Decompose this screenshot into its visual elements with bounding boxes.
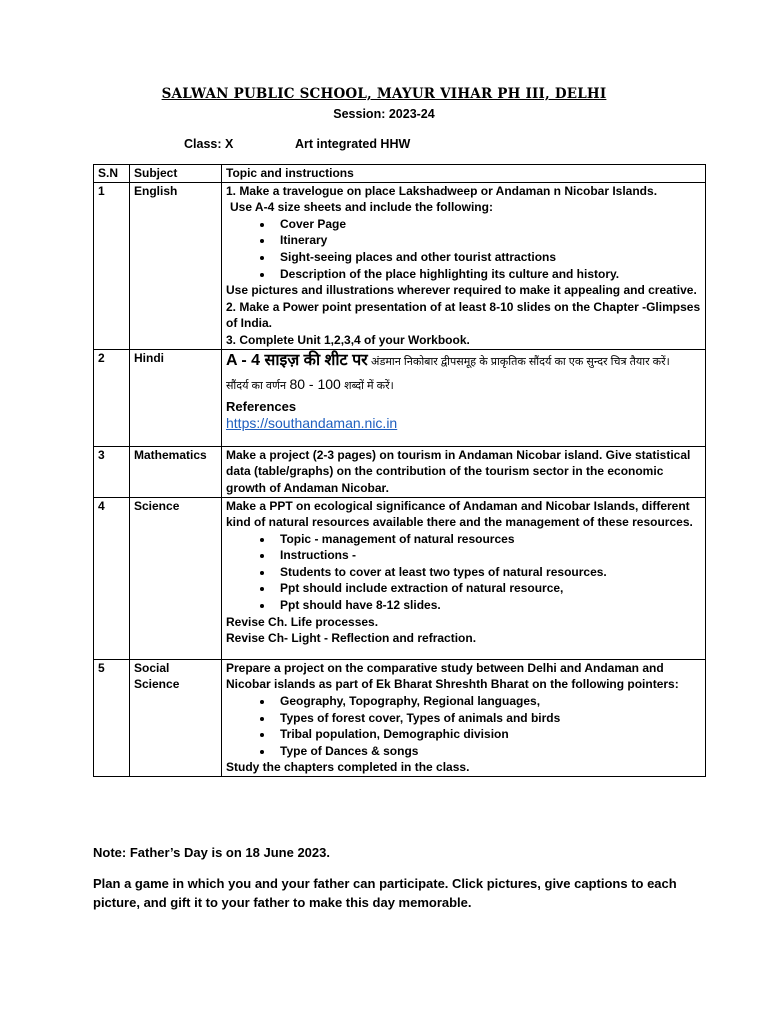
assignment-title: Art integrated HHW: [295, 137, 411, 151]
list-item: • Cover Page: [274, 216, 701, 233]
sn-cell: 4: [94, 497, 130, 659]
class-label: Class: X: [184, 137, 234, 151]
english-line1: 1. Make a travelogue on place Lakshadweep or Andaman n Nicobar Islands.: [226, 183, 658, 198]
table-row-maths: [94, 446, 706, 497]
hindi-sheet-size: A - 4 साइज़ की शीट पर: [226, 351, 368, 369]
list-item: • Sight-seeing places and other tourist attractions: [274, 249, 701, 266]
table-row-hindi: [94, 349, 706, 446]
english-bullets: [226, 216, 701, 282]
list-item: • Ppt should include extraction of natural resource,: [274, 580, 701, 597]
table-row-english: [94, 182, 706, 349]
subject-cell: English: [130, 182, 222, 349]
table-row-science: [94, 497, 706, 659]
reference-link[interactable]: https://southandaman.nic.in: [226, 415, 398, 432]
subject-line2: Science: [134, 677, 180, 692]
science-bullets: [226, 531, 701, 614]
social-study: Study the chapters completed in the class.: [226, 760, 470, 775]
topic-cell: [222, 349, 706, 446]
subject-cell: Science: [130, 497, 222, 659]
list-item: • Students to cover at least two types of natural resources.: [274, 564, 701, 581]
col-header-topic: Topic and instructions: [222, 165, 706, 183]
hindi-line1: [226, 350, 701, 373]
subject-line1: Social: [134, 660, 170, 675]
hindi-words: शब्दों में करें।: [344, 379, 394, 392]
list-item: • Itinerary: [274, 232, 701, 249]
session-line: Session: 2023-24: [333, 107, 435, 121]
subject-cell: [130, 659, 222, 776]
table-header-row: [94, 165, 706, 183]
english-line4: 2. Make a Power point presentation of at least 8-10 slides on the Chapter -Glimpses of India.: [226, 299, 701, 331]
sn-cell: 1: [94, 182, 130, 349]
list-item: • Ppt should have 8-12 slides.: [274, 597, 701, 614]
list-item: • Types of forest cover, Types of animals and birds: [274, 710, 701, 727]
col-header-subject: Subject: [130, 165, 222, 183]
english-line3: Use pictures and illustrations wherever required to make it appealing and creative.: [226, 283, 697, 298]
references-label: References: [226, 398, 297, 414]
sn-cell: 3: [94, 446, 130, 497]
list-item: • Instructions -: [274, 547, 701, 564]
list-item: • Type of Dances & songs: [274, 743, 701, 760]
topic-cell: [222, 497, 706, 659]
list-item: • Geography, Topography, Regional languages,: [274, 693, 701, 710]
hindi-describe: सौंदर्य का वर्णन: [226, 379, 287, 392]
homework-table: [93, 164, 706, 777]
science-text: Make a PPT on ecological significance of Andaman and Nicobar Islands, different kind of natural resources available there and the management of these resources.: [226, 498, 693, 530]
hindi-word-count: 80 - 100: [289, 375, 341, 392]
list-item: • Tribal population, Demographic division: [274, 726, 701, 743]
topic-cell: [222, 659, 706, 776]
social-bullets: [226, 693, 701, 759]
table-row-social-science: [94, 659, 706, 776]
hindi-line2: [226, 373, 701, 397]
hindi-instruction: अंडमान निकोबार द्वीपसमूह के प्राकृतिक सौंदर्य का एक सुन्दर चित्र तैयार करें।: [371, 355, 670, 368]
list-item: • Description of the place highlighting its culture and history.: [274, 266, 701, 283]
sn-cell: 2: [94, 349, 130, 446]
social-text: Prepare a project on the comparative study between Delhi and Andaman and Nicobar islands as part of Ek Bharat Shreshth Bharat on the following pointers:: [226, 660, 679, 692]
science-revise1: Revise Ch. Life processes.: [226, 614, 379, 629]
science-revise2: Revise Ch- Light - Reflection and refraction.: [226, 631, 477, 646]
fathers-day-note: Note: Father’s Day is on 18 June 2023.: [93, 845, 330, 860]
topic-cell: [222, 182, 706, 349]
col-header-sn: S.N: [94, 165, 130, 183]
english-line2: Use A-4 size sheets and include the following:: [230, 200, 493, 215]
topic-cell: Make a project (2-3 pages) on tourism in Andaman Nicobar island. Give statistical data (table/graphs) on the contribution of the tourism sector in the economic growth of Andaman Nicobar.: [222, 446, 706, 497]
school-name: SALWAN PUBLIC SCHOOL, MAYUR VIHAR PH III, DELHI: [161, 86, 607, 102]
fathers-day-plan: Plan a game in which you and your father can participate. Click pictures, give captions to each picture, and gift it to your father to make this day memorable.: [93, 876, 677, 910]
sn-cell: 5: [94, 659, 130, 776]
subject-cell: Mathematics: [130, 446, 222, 497]
english-line5: 3. Complete Unit 1,2,3,4 of your Workbook.: [226, 332, 470, 347]
list-item: • Topic - management of natural resources: [274, 531, 701, 548]
subject-cell: Hindi: [130, 349, 222, 446]
